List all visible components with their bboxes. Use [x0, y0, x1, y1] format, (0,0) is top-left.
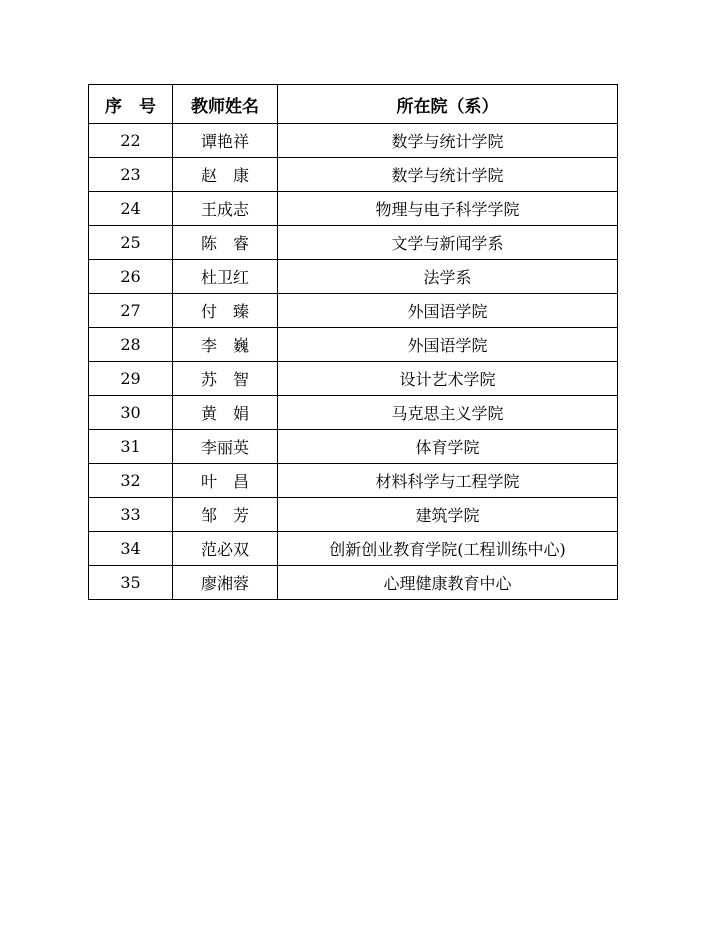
department-cell: 外国语学院 [278, 328, 618, 362]
teacher-name-cell: 苏 智 [173, 362, 278, 396]
department-cell: 物理与电子科学学院 [278, 192, 618, 226]
department-cell: 材料科学与工程学院 [278, 464, 618, 498]
header-seq: 序 号 [89, 85, 173, 124]
department-cell: 文学与新闻学系 [278, 226, 618, 260]
teacher-name-cell: 谭艳祥 [173, 124, 278, 158]
teacher-name-cell: 廖湘蓉 [173, 566, 278, 600]
teacher-roster-table [88, 84, 618, 600]
teacher-name-cell: 杜卫红 [173, 260, 278, 294]
department-cell: 法学系 [278, 260, 618, 294]
seq-cell: 33 [89, 498, 173, 532]
table-row [89, 532, 618, 566]
table-row [89, 192, 618, 226]
teacher-name-cell: 范必双 [173, 532, 278, 566]
table-row [89, 566, 618, 600]
seq-cell: 29 [89, 362, 173, 396]
teacher-name-cell: 陈 睿 [173, 226, 278, 260]
seq-cell: 24 [89, 192, 173, 226]
seq-cell: 26 [89, 260, 173, 294]
department-cell: 设计艺术学院 [278, 362, 618, 396]
table-row [89, 124, 618, 158]
table-row [89, 294, 618, 328]
seq-cell: 23 [89, 158, 173, 192]
header-row [89, 85, 618, 124]
table-row [89, 362, 618, 396]
table-row [89, 158, 618, 192]
table-row [89, 260, 618, 294]
seq-cell: 32 [89, 464, 173, 498]
department-cell: 创新创业教育学院(工程训练中心) [278, 532, 618, 566]
teacher-name-cell: 赵 康 [173, 158, 278, 192]
teacher-name-cell: 李丽英 [173, 430, 278, 464]
department-cell: 体育学院 [278, 430, 618, 464]
department-cell: 外国语学院 [278, 294, 618, 328]
teacher-name-cell: 邹 芳 [173, 498, 278, 532]
department-cell: 心理健康教育中心 [278, 566, 618, 600]
seq-cell: 30 [89, 396, 173, 430]
teacher-name-cell: 叶 昌 [173, 464, 278, 498]
seq-cell: 31 [89, 430, 173, 464]
table-row [89, 464, 618, 498]
department-cell: 建筑学院 [278, 498, 618, 532]
header-department: 所在院（系） [278, 85, 618, 124]
teacher-name-cell: 王成志 [173, 192, 278, 226]
seq-cell: 35 [89, 566, 173, 600]
department-cell: 马克思主义学院 [278, 396, 618, 430]
teacher-name-cell: 付 臻 [173, 294, 278, 328]
seq-cell: 25 [89, 226, 173, 260]
table-row [89, 430, 618, 464]
teacher-name-cell: 黄 娟 [173, 396, 278, 430]
table-row [89, 328, 618, 362]
seq-cell: 27 [89, 294, 173, 328]
header-teacher-name: 教师姓名 [173, 85, 278, 124]
teacher-name-cell: 李 巍 [173, 328, 278, 362]
department-cell: 数学与统计学院 [278, 158, 618, 192]
seq-cell: 34 [89, 532, 173, 566]
seq-cell: 28 [89, 328, 173, 362]
seq-cell: 22 [89, 124, 173, 158]
table-row [89, 226, 618, 260]
table-row [89, 498, 618, 532]
department-cell: 数学与统计学院 [278, 124, 618, 158]
table-row [89, 396, 618, 430]
